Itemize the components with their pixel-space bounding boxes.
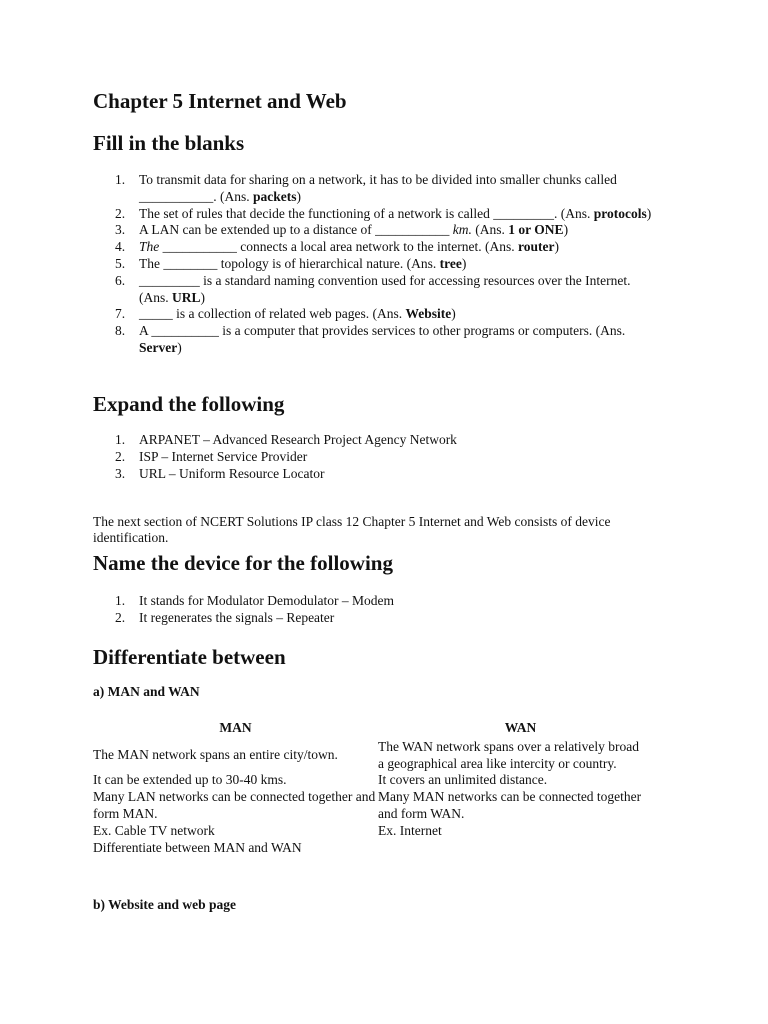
item-text: ARPANET – Advanced Research Project Agency Network bbox=[139, 432, 457, 447]
item-text: ISP – Internet Service Provider bbox=[139, 448, 308, 464]
list-item bbox=[93, 172, 663, 206]
item-text-end: ) bbox=[563, 222, 569, 238]
item-text: A LAN can be extended up to a distance of ___________ bbox=[139, 222, 453, 238]
subheading-man-wan: a) MAN and WAN bbox=[93, 684, 200, 699]
item-text: _________ is a standard naming convention used for accessing resources over the Internet. (Ans. bbox=[139, 272, 631, 305]
answer: tree bbox=[439, 255, 462, 271]
list-item bbox=[93, 239, 663, 256]
item-italic: km. bbox=[452, 222, 472, 238]
table-cell: Many LAN networks can be connected together and form MAN. bbox=[93, 789, 376, 821]
man-wan-table bbox=[93, 720, 663, 856]
cell-line: a geographical area like intercity or country. bbox=[378, 755, 617, 771]
list-item bbox=[93, 273, 663, 307]
item-text: The set of rules that decide the functioning of a network is called _________. (Ans. bbox=[139, 205, 594, 221]
answer: 1 or ONE bbox=[508, 222, 564, 238]
item-text: To transmit data for sharing on a network, it has to be divided into smaller chunks called ___________. (Ans. bbox=[139, 172, 617, 204]
table-header-row bbox=[93, 720, 663, 739]
name-device-heading: Name the device for the following bbox=[93, 551, 393, 575]
table-cell: The MAN network spans an entire city/town. bbox=[93, 747, 338, 763]
answer: URL bbox=[172, 289, 201, 305]
item-text-end: ) bbox=[461, 255, 467, 271]
item-number: 3. bbox=[115, 222, 126, 238]
item-number: 7. bbox=[115, 306, 126, 322]
table-cell bbox=[378, 739, 663, 773]
table-row bbox=[93, 840, 663, 857]
answer: Website bbox=[405, 306, 452, 322]
table-cell: It covers an unlimited distance. bbox=[378, 772, 548, 788]
answer: Server bbox=[139, 339, 178, 355]
table-cell: It can be extended up to 30-40 kms. bbox=[93, 772, 287, 788]
item-number: 2. bbox=[115, 448, 126, 464]
item-text: _____ is a collection of related web pages. (Ans. bbox=[139, 306, 406, 322]
item-number: 4. bbox=[115, 239, 126, 255]
item-number: 2. bbox=[115, 609, 126, 625]
item-text: The ________ topology is of hierarchical nature. (Ans. bbox=[139, 255, 440, 271]
expand-heading: Expand the following bbox=[93, 392, 285, 416]
item-number: 1. bbox=[115, 593, 126, 608]
subheading-website-webpage: b) Website and web page bbox=[93, 897, 237, 912]
list-item bbox=[93, 449, 663, 466]
item-text: It stands for Modulator Demodulator – Modem bbox=[139, 593, 394, 608]
answer: packets bbox=[253, 188, 297, 204]
device-list bbox=[93, 593, 663, 627]
table-row bbox=[93, 823, 663, 840]
table-cell bbox=[378, 840, 663, 857]
list-item bbox=[93, 306, 663, 323]
item-text-end: ) bbox=[554, 239, 560, 255]
list-item bbox=[93, 323, 663, 357]
expand-list bbox=[93, 432, 663, 482]
table-row bbox=[93, 772, 663, 789]
item-number: 2. bbox=[115, 205, 126, 221]
item-text: ___________ connects a local area network to the internet. (Ans. bbox=[159, 239, 519, 255]
fill-blanks-list bbox=[93, 172, 663, 357]
item-text: (Ans. bbox=[471, 222, 509, 238]
item-text: It regenerates the signals – Repeater bbox=[139, 609, 335, 625]
item-number: 6. bbox=[115, 272, 126, 288]
list-item bbox=[93, 466, 663, 483]
item-number: 1. bbox=[115, 172, 126, 187]
item-text-end: ) bbox=[646, 205, 652, 221]
column-header-man: MAN bbox=[219, 720, 252, 735]
table-row bbox=[93, 789, 663, 823]
item-number: 5. bbox=[115, 255, 126, 271]
table-row bbox=[93, 739, 663, 773]
item-text: URL – Uniform Resource Locator bbox=[139, 465, 325, 481]
item-text: A __________ is a computer that provides services to other programs or computers. (Ans. bbox=[139, 323, 626, 339]
list-item bbox=[93, 610, 663, 627]
item-text-end: ) bbox=[296, 188, 301, 204]
item-text-end: ) bbox=[177, 339, 182, 355]
list-item bbox=[93, 206, 663, 223]
item-italic: The bbox=[139, 239, 160, 255]
differentiate-heading: Differentiate between bbox=[93, 645, 286, 669]
list-item bbox=[93, 256, 663, 273]
column-header-wan: WAN bbox=[504, 720, 537, 735]
list-item bbox=[93, 432, 663, 449]
answer: protocols bbox=[593, 205, 647, 221]
next-section-paragraph: The next section of NCERT Solutions IP class 12 Chapter 5 Internet and Web consists of device identification. bbox=[93, 513, 611, 546]
table-cell: Many MAN networks can be connected together and form WAN. bbox=[378, 789, 642, 821]
item-text-end: ) bbox=[451, 306, 456, 322]
list-item bbox=[93, 593, 663, 610]
fill-blanks-heading: Fill in the blanks bbox=[93, 131, 245, 155]
item-number: 3. bbox=[115, 465, 126, 481]
table-cell: Ex. Cable TV network bbox=[93, 822, 215, 838]
chapter-title: Chapter 5 Internet and Web bbox=[93, 89, 347, 113]
table-cell: Ex. Internet bbox=[378, 822, 442, 838]
cell-line: The WAN network spans over a relatively broad bbox=[378, 738, 640, 754]
table-cell: Differentiate between MAN and WAN bbox=[93, 839, 302, 855]
item-text-end: ) bbox=[200, 289, 206, 305]
item-number: 8. bbox=[115, 323, 126, 339]
list-item bbox=[93, 222, 663, 239]
item-number: 1. bbox=[115, 432, 126, 447]
answer: router bbox=[518, 239, 555, 255]
